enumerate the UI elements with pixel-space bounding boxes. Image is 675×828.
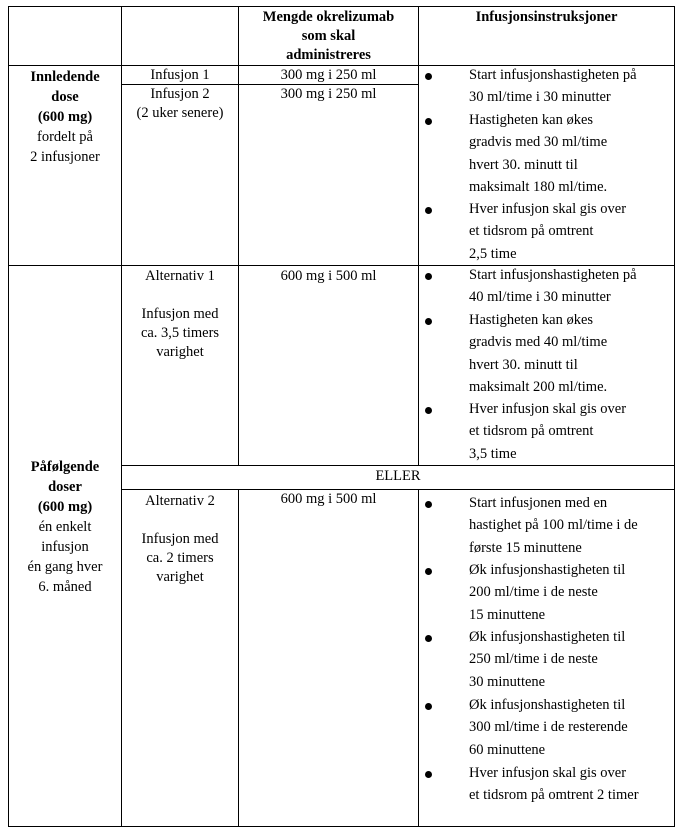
alt2-name: Alternativ 2 bbox=[145, 493, 215, 509]
instruction-item bbox=[469, 64, 637, 109]
subsequent-doses-label bbox=[9, 457, 121, 597]
infusion2-cell bbox=[122, 85, 238, 123]
table-border-top bbox=[8, 6, 675, 7]
subsequent-doses-desc: 6. måned bbox=[38, 579, 92, 595]
column-rule-1 bbox=[121, 6, 122, 827]
instruction-line: 40 ml/time i 30 minutter bbox=[469, 289, 611, 306]
instruction-line: første 15 minuttene bbox=[469, 539, 582, 556]
header-amount-line: som skal bbox=[301, 28, 356, 44]
bullet-icon bbox=[425, 703, 432, 710]
instruction-item bbox=[469, 626, 625, 693]
instruction-line: et tidsrom på omtrent bbox=[469, 223, 594, 240]
instruction-line: hvert 30. minutt til bbox=[469, 156, 578, 173]
column-rule-3-lower bbox=[418, 489, 419, 827]
header-instructions: Infusjonsinstruksjoner bbox=[475, 9, 618, 25]
bullet-icon bbox=[425, 318, 432, 325]
instruction-line: 250 ml/time i de neste bbox=[469, 651, 598, 668]
instruction-item bbox=[469, 264, 637, 309]
instruction-line: 200 ml/time i de neste bbox=[469, 584, 598, 601]
bullet-icon bbox=[425, 273, 432, 280]
header-amount-line: Mengde okrelizumab bbox=[262, 9, 395, 25]
or-divider-label: ELLER bbox=[375, 468, 421, 484]
infusion2-amount: 300 mg i 250 ml bbox=[280, 86, 377, 102]
instruction-line: Start infusjonen med en bbox=[469, 495, 608, 511]
bullet-icon bbox=[425, 118, 432, 125]
initial-dose-title: dose bbox=[51, 89, 79, 105]
subsequent-doses-desc: infusjon bbox=[41, 539, 89, 555]
instruction-item bbox=[469, 109, 607, 199]
infusion1-amount: 300 mg i 250 ml bbox=[280, 67, 377, 83]
subsequent-doses-desc: én enkelt bbox=[38, 519, 92, 535]
subsequent-doses-title: doser bbox=[48, 479, 82, 495]
instruction-item bbox=[469, 762, 639, 807]
instruction-item bbox=[469, 398, 626, 465]
initial-dose-desc: 2 infusjoner bbox=[30, 149, 100, 165]
instruction-line: Hastigheten kan økes bbox=[469, 112, 594, 128]
alt1-duration: Infusjon med bbox=[141, 306, 219, 322]
bullet-icon bbox=[425, 635, 432, 642]
table-border-bottom bbox=[8, 826, 675, 827]
instruction-line: 30 minuttene bbox=[469, 673, 546, 690]
alt2-duration: ca. 2 timers bbox=[146, 550, 214, 566]
alt1-duration: ca. 3,5 timers bbox=[140, 325, 220, 341]
column-rule-2-lower bbox=[238, 489, 239, 827]
instruction-line: Hastigheten kan økes bbox=[469, 312, 594, 328]
alt2-duration: varighet bbox=[156, 569, 204, 585]
instruction-item bbox=[469, 198, 626, 265]
alt2-duration: Infusjon med bbox=[141, 531, 219, 547]
instruction-line: 300 ml/time i de resterende bbox=[469, 719, 628, 736]
subsequent-doses-desc: én gang hver bbox=[27, 559, 103, 575]
bullet-icon bbox=[425, 501, 432, 508]
subsequent-doses-amount: (600 mg) bbox=[37, 499, 93, 515]
infusion1-name: Infusjon 1 bbox=[150, 67, 210, 83]
instruction-line: Start infusjonshastigheten på bbox=[469, 267, 637, 283]
instruction-line: Hver infusjon skal gis over bbox=[469, 201, 627, 217]
instruction-line: hvert 30. minutt til bbox=[469, 356, 578, 373]
instruction-line: Hver infusjon skal gis over bbox=[469, 401, 627, 417]
instruction-item bbox=[469, 559, 625, 626]
instruction-line: 30 ml/time i 30 minutter bbox=[469, 89, 611, 106]
initial-dose-desc: fordelt på bbox=[37, 129, 93, 145]
instruction-item bbox=[469, 694, 628, 761]
infusion2-timing: (2 uker senere) bbox=[136, 105, 224, 121]
instruction-line: et tidsrom på omtrent 2 timer bbox=[469, 787, 639, 804]
bullet-icon bbox=[425, 407, 432, 414]
instruction-line: 15 minuttene bbox=[469, 606, 546, 623]
instruction-line: Hver infusjon skal gis over bbox=[469, 765, 627, 781]
instruction-line: maksimalt 200 ml/time. bbox=[469, 379, 608, 396]
initial-dose-title: Innledende bbox=[30, 69, 100, 85]
instruction-line: gradvis med 40 ml/time bbox=[469, 334, 608, 351]
instruction-line: 60 minuttene bbox=[469, 741, 546, 758]
instruction-item bbox=[469, 309, 607, 399]
instruction-line: Øk infusjonshastigheten til bbox=[469, 629, 626, 645]
alt2-cell bbox=[122, 492, 238, 587]
instruction-line: 3,5 time bbox=[469, 445, 517, 462]
instruction-item bbox=[469, 492, 638, 559]
alt2-amount: 600 mg i 500 ml bbox=[280, 491, 377, 507]
bullet-icon bbox=[425, 568, 432, 575]
alt1-name: Alternativ 1 bbox=[145, 268, 215, 284]
column-rule-3 bbox=[418, 6, 419, 466]
alt1-cell bbox=[122, 267, 238, 362]
instruction-line: Øk infusjonshastigheten til bbox=[469, 562, 626, 578]
instruction-line: 2,5 time bbox=[469, 245, 517, 262]
initial-dose-amount: (600 mg) bbox=[37, 109, 93, 125]
bullet-icon bbox=[425, 207, 432, 214]
instruction-line: maksimalt 180 ml/time. bbox=[469, 179, 608, 196]
instruction-line: gradvis med 30 ml/time bbox=[469, 134, 608, 151]
initial-dose-label bbox=[9, 67, 121, 167]
alt1-amount: 600 mg i 500 ml bbox=[280, 268, 377, 284]
header-amount bbox=[239, 8, 418, 65]
instruction-line: Start infusjonshastigheten på bbox=[469, 67, 637, 83]
alt1-duration: varighet bbox=[156, 344, 204, 360]
instruction-line: et tidsrom på omtrent bbox=[469, 423, 594, 440]
instruction-line: Øk infusjonshastigheten til bbox=[469, 697, 626, 713]
header-amount-line: administreres bbox=[286, 47, 371, 63]
infusion2-name: Infusjon 2 bbox=[150, 86, 210, 102]
instruction-line: hastighet på 100 ml/time i de bbox=[469, 517, 638, 534]
subsequent-doses-title: Påfølgende bbox=[30, 459, 100, 475]
bullet-icon bbox=[425, 73, 432, 80]
bullet-icon bbox=[425, 771, 432, 778]
